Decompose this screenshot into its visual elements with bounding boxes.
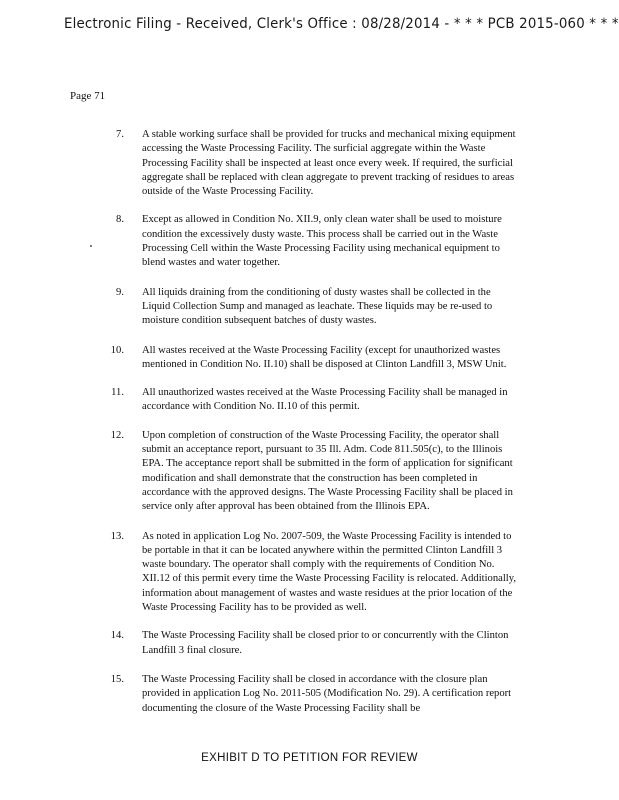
condition-number: 14.	[110, 630, 124, 642]
condition-item-8	[0, 213, 619, 270]
condition-text: All wastes received at the Waste Processing Facility (except for unauthorized wastes mentioned in Condition No. II.10) shall be disposed at Clinton Landfill 3, MSW Unit.	[142, 344, 507, 370]
page-number: Page 71	[70, 90, 106, 102]
condition-text: The Waste Processing Facility shall be closed prior to or concurrently with the Clinton Landfill 3 final closure.	[142, 630, 509, 656]
condition-number: 11.	[111, 387, 124, 399]
condition-text: Except as allowed in Condition No. XII.9, only clean water shall be used to moisture condition the excessively dusty waste. This process shall be carried out in the Waste Processing Cell within the Waste Processing Facility using mechanical equipment to blend wastes and water together.	[142, 214, 502, 269]
condition-number: 12.	[110, 429, 124, 441]
condition-text: The Waste Processing Facility shall be closed in accordance with the closure plan provided in application Log No. 2011-505 (Modification No. 29). A certification report documenting the closure of the Waste Processing Facility shall be	[142, 673, 512, 714]
condition-text: All unauthorized wastes received at the Waste Processing Facility shall be managed in accordance with Condition No. II.10 of this permit.	[142, 387, 508, 413]
condition-number: 15.	[110, 673, 124, 685]
condition-item-10	[0, 344, 619, 373]
condition-text: All liquids draining from the conditioning of dusty wastes shall be collected in the Liquid Collection Sump and managed as leachate. These liquids may be re-used to moisture condition subsequent batches of dusty wastes.	[142, 286, 493, 327]
condition-item-12	[0, 429, 619, 515]
condition-item-9	[0, 286, 619, 329]
exhibit-footer: EXHIBIT D TO PETITION FOR REVIEW	[201, 752, 418, 764]
condition-list	[0, 128, 619, 716]
condition-number: 9.	[116, 286, 124, 298]
condition-text: A stable working surface shall be provided for trucks and mechanical mixing equipment accessing the Waste Processing Facility. The surficial aggregate within the Waste Processing Facility shall be inspected at least once every week. If required, the surficial aggregate shall be replaced with clean aggregate to prevent tracking of residues to areas outside of the Waste Processing Facility.	[142, 129, 516, 198]
condition-item-15	[0, 673, 619, 716]
condition-item-14	[0, 629, 619, 658]
condition-text: As noted in application Log No. 2007-509, the Waste Processing Facility is intended to be portable in that it can be located anywhere within the permitted Clinton Landfill 3 waste boundary. The operator shall comply with the requirements of Condition No. XII.12 of this permit every time the Waste Processing Facility is relocated. Additionally, information about management of wastes and waste residues at the prior location of the Waste Processing Facility has to be provided as well.	[142, 530, 516, 614]
condition-number: 13.	[110, 530, 124, 542]
condition-item-7	[0, 128, 619, 199]
condition-text: Upon completion of construction of the Waste Processing Facility, the operator shall submit an acceptance report, pursuant to 35 Ill. Adm. Code 811.505(c), to the Illinois EPA. The acceptance report shall be submitted in the form of application for significant modification and shall demonstrate that the construction has been completed in accordance with the approved designs. The Waste Processing Facility shall be placed in service only after approval has been obtained from the Illinois EPA.	[142, 429, 513, 513]
condition-number: 8.	[116, 214, 124, 226]
condition-number: 10.	[110, 344, 124, 356]
electronic-filing-header: Electronic Filing - Received, Clerk's Office : 08/28/2014 - * * * PCB 2015-060 * * *	[64, 16, 619, 32]
condition-item-13	[0, 530, 619, 616]
condition-number: 7.	[116, 129, 124, 140]
condition-item-11	[0, 386, 619, 415]
